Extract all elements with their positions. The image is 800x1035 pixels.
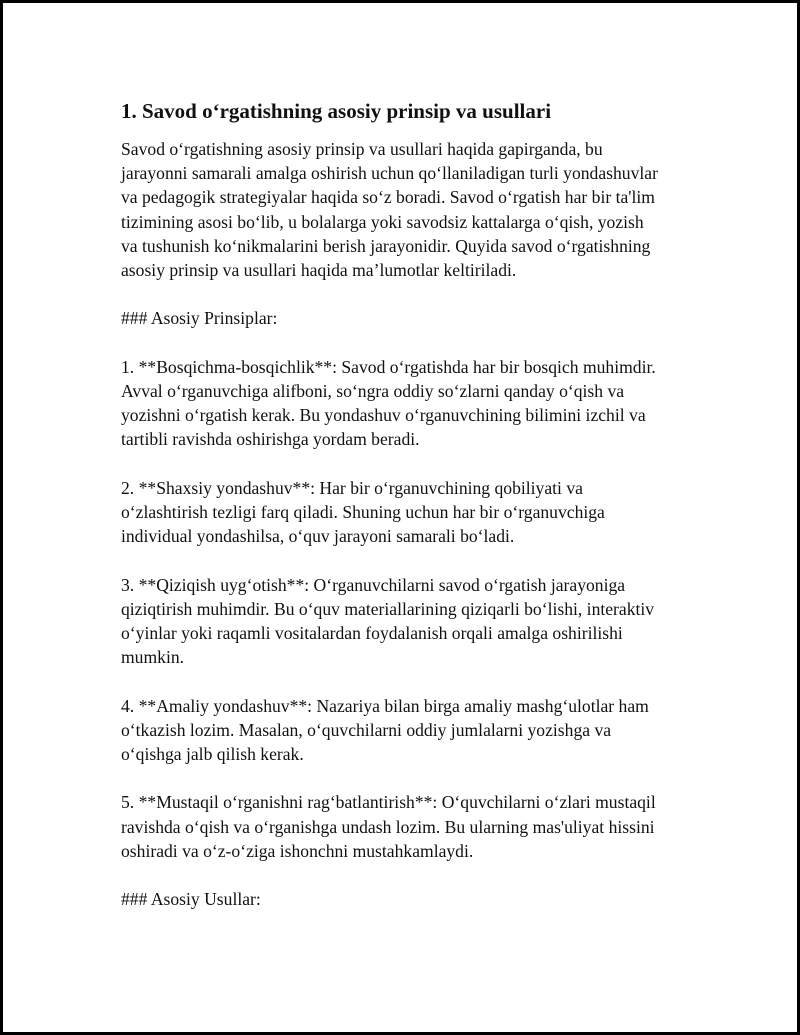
document-title: 1. Savod o‘rgatishning asosiy prinsip va usullari	[121, 99, 552, 123]
text-line: 2. **Shaxsiy yondashuv**: Har bir o‘rganuvchining qobiliyati va	[121, 477, 583, 498]
text-line: ravishda o‘qish va o‘rganishga undash lozim. Bu ularning mas'uliyat hissini	[121, 816, 655, 837]
paragraph	[121, 137, 691, 282]
text-line: 1. **Bosqichma-bosqichlik**: Savod o‘rgatishda har bir bosqich muhimdir.	[121, 356, 656, 377]
text-line: oshiradi va o‘z-o‘ziga ishonchni mustahkamlaydi.	[121, 840, 474, 861]
text-line: tizimining asosi bo‘lib, u bolalarga yoki savodsiz kattalarga o‘qish, yozish	[121, 211, 644, 232]
text-line: jarayonni samarali amalga oshirish uchun qo‘llaniladigan turli yondashuvlar	[121, 163, 658, 184]
text-line: o‘tkazish lozim. Masalan, o‘quvchilarni oddiy jumlalarni yozishga va	[121, 719, 612, 740]
text-line: o‘zlashtirish tezligi farq qiladi. Shuning uchun har bir o‘rganuvchiga	[121, 502, 605, 522]
paragraph	[121, 306, 691, 330]
text-line: 4. **Amaliy yondashuv**: Nazariya bilan birga amaliy mashg‘ulotlar ham	[121, 695, 649, 716]
paragraph	[121, 355, 691, 452]
text-line: va pedagogik strategiyalar haqida so‘z boradi. Savod o‘rgatish har bir ta'lim	[121, 187, 655, 208]
paragraph	[121, 573, 691, 670]
text-line: o‘yinlar yoki raqamli vositalardan foydalanish orqali amalga oshirilishi	[121, 623, 623, 643]
paragraph	[121, 887, 691, 911]
paragraph-list	[121, 137, 691, 911]
text-line: mumkin.	[121, 647, 185, 668]
text-line: 3. **Qiziqish uyg‘otish**: O‘rganuvchilarni savod o‘rgatish jarayoniga	[121, 574, 626, 595]
text-line: ### Asosiy Usullar:	[121, 889, 261, 910]
text-line: individual yondashilsa, o‘quv jarayoni samarali bo‘ladi.	[121, 526, 515, 547]
text-line: o‘qishga jalb qilish kerak.	[121, 744, 304, 764]
document-body	[121, 98, 691, 936]
text-line: Savod o‘rgatishning asosiy prinsip va usullari haqida gapirganda, bu	[121, 139, 603, 159]
paragraph	[121, 790, 691, 863]
text-line: yozishni o‘rgatish kerak. Bu yondashuv o‘rganuvchining bilimini izchil va	[121, 405, 646, 426]
text-line: 5. **Mustaqil o‘rganishni rag‘batlantirish**: O‘quvchilarni o‘zlari mustaqil	[121, 792, 656, 813]
text-line: asosiy prinsip va usullari haqida ma’lumotlar keltiriladi.	[121, 260, 517, 281]
text-line: Avval o‘rganuvchiga alifboni, so‘ngra oddiy so‘zlarni qanday o‘qish va	[121, 381, 625, 401]
text-line: qiziqtirish muhimdir. Bu o‘quv materiallarining qiziqarli bo‘lishi, interaktiv	[121, 598, 655, 619]
text-line: va tushunish ko‘nikmalarini berish jarayonidir. Quyida savod o‘rgatishning	[121, 235, 651, 256]
paragraph	[121, 476, 691, 549]
text-line: tartibli ravishda oshirishga yordam beradi.	[121, 429, 420, 450]
paragraph	[121, 694, 691, 767]
text-line: ### Asosiy Prinsiplar:	[121, 308, 278, 329]
